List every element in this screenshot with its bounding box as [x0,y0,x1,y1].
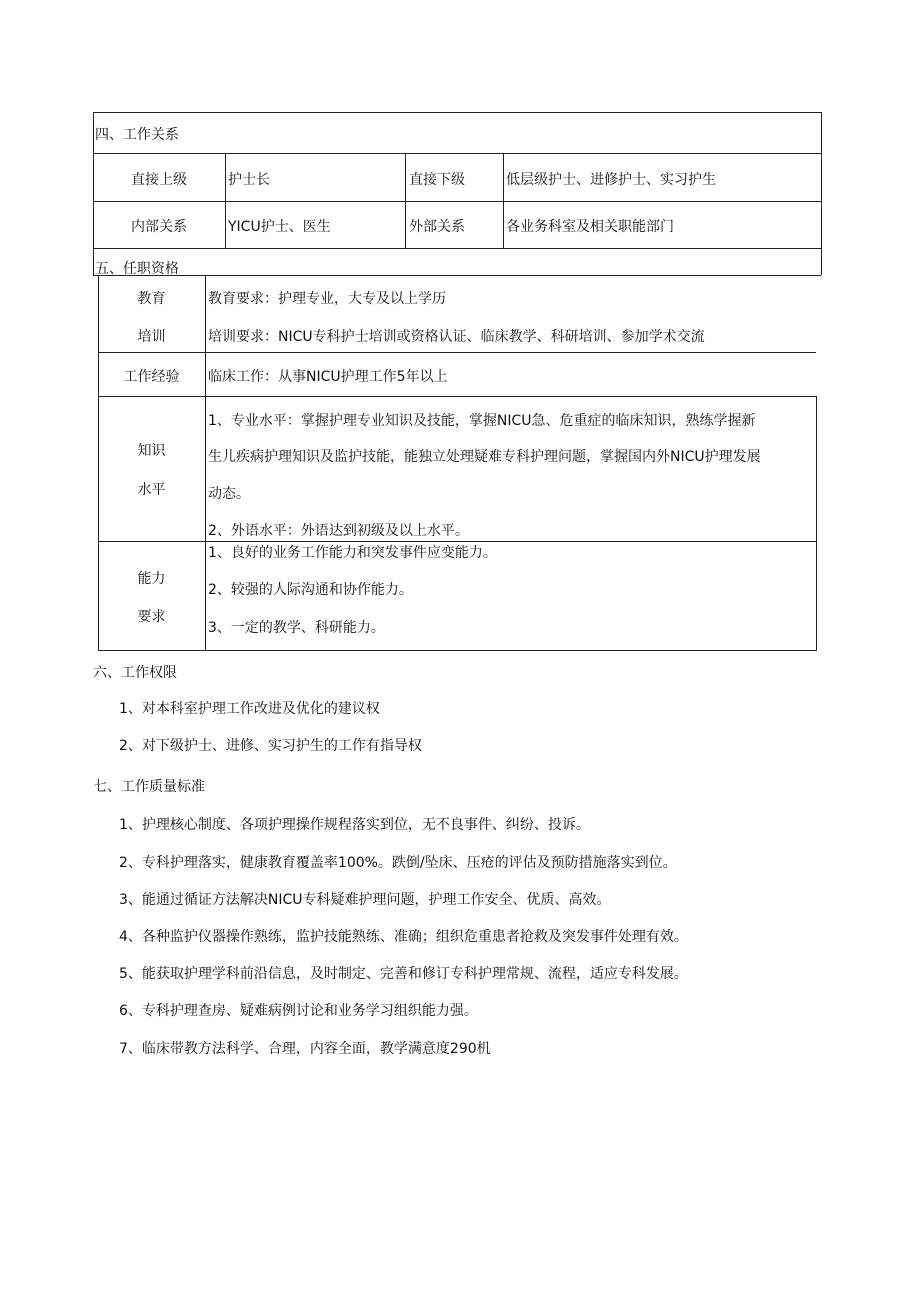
direct-subordinate-value: 低层级护士、进修护士、实习护生 [506,172,716,188]
knowledge-label-2: 水平 [137,482,166,498]
external-relations-label: 外部关系 [409,219,465,235]
knowledge-line-3: 动态。 [208,486,250,502]
external-relations-value: 各业务科室及相关职能部门 [506,219,674,235]
knowledge-line-4: 2、外语水平：外语达到初级及以上水平。 [208,523,469,539]
direct-superior-value: 护士长 [228,172,270,188]
direct-superior-label: 直接上级 [131,172,187,188]
section-heading-qualifications: 五、任职资格 [95,261,179,277]
section-heading-work-relations: 四、工作关系 [95,127,179,143]
internal-relations-value: YICU护士、医生 [228,219,331,235]
ability-item: 3、一定的教学、科研能力。 [208,620,385,636]
experience-label: 工作经验 [123,369,180,385]
ability-label-2: 要求 [137,609,166,625]
authority-item: 1、对本科室护理工作改进及优化的建议权 [119,701,380,717]
education-label-1: 教育 [137,291,166,307]
quality-item: 3、能通过循证方法解决NICU专科疑难护理问题，护理工作安全、优质、高效。 [119,892,611,908]
internal-relations-label: 内部关系 [131,219,187,235]
quality-item: 5、能获取护理学科前沿信息，及时制定、完善和修订专科护理常规、流程，适应专科发展。 [119,966,688,982]
knowledge-label-1: 知识 [137,443,166,459]
education-label-2: 培训 [137,329,166,345]
experience-value: 临床工作：从事NICU护理工作5年以上 [208,369,448,385]
quality-item: 2、专科护理落实，健康教育覆盖率100%。跌倒/坠床、压疮的评估及预防措施落实到位。 [119,855,677,871]
quality-item: 7、临床带教方法科学、合理，内容全面，教学满意度290机 [119,1041,491,1057]
ability-label-1: 能力 [137,571,166,587]
authority-item: 2、对下级护士、进修、实习护生的工作有指导权 [119,738,422,754]
ability-item: 2、较强的人际沟通和协作能力。 [208,582,413,598]
section-heading-authority: 六、工作权限 [93,665,177,681]
training-requirement: 培训要求：NICU专科护士培训或资格认证、临床教学、科研培训、参加学术交流 [208,329,705,345]
quality-item: 1、护理核心制度、各项护理操作规程落实到位，无不良事件、纠纷、投诉。 [119,817,590,833]
quality-item: 6、专科护理查房、疑难病例讨论和业务学习组织能力强。 [119,1003,478,1019]
ability-item: 1、良好的业务工作能力和突发事件应变能力。 [208,545,497,561]
direct-subordinate-label: 直接下级 [409,172,465,188]
section-heading-quality: 七、工作质量标准 [93,779,205,795]
knowledge-line-1: 1、专业水平：掌握护理专业知识及技能，掌握NICU急、危重症的临床知识，熟练学握新 [208,413,756,429]
quality-item: 4、各种监护仪器操作熟练，监护技能熟练、准确；组织危重患者抢救及突发事件处理有效。 [119,929,688,945]
education-requirement: 教育要求：护理专业，大专及以上学历 [208,291,446,307]
knowledge-line-2: 生儿疾病护理知识及监护技能，能独立处理疑难专科护理问题，掌握国内外NICU护理发展 [208,449,761,465]
